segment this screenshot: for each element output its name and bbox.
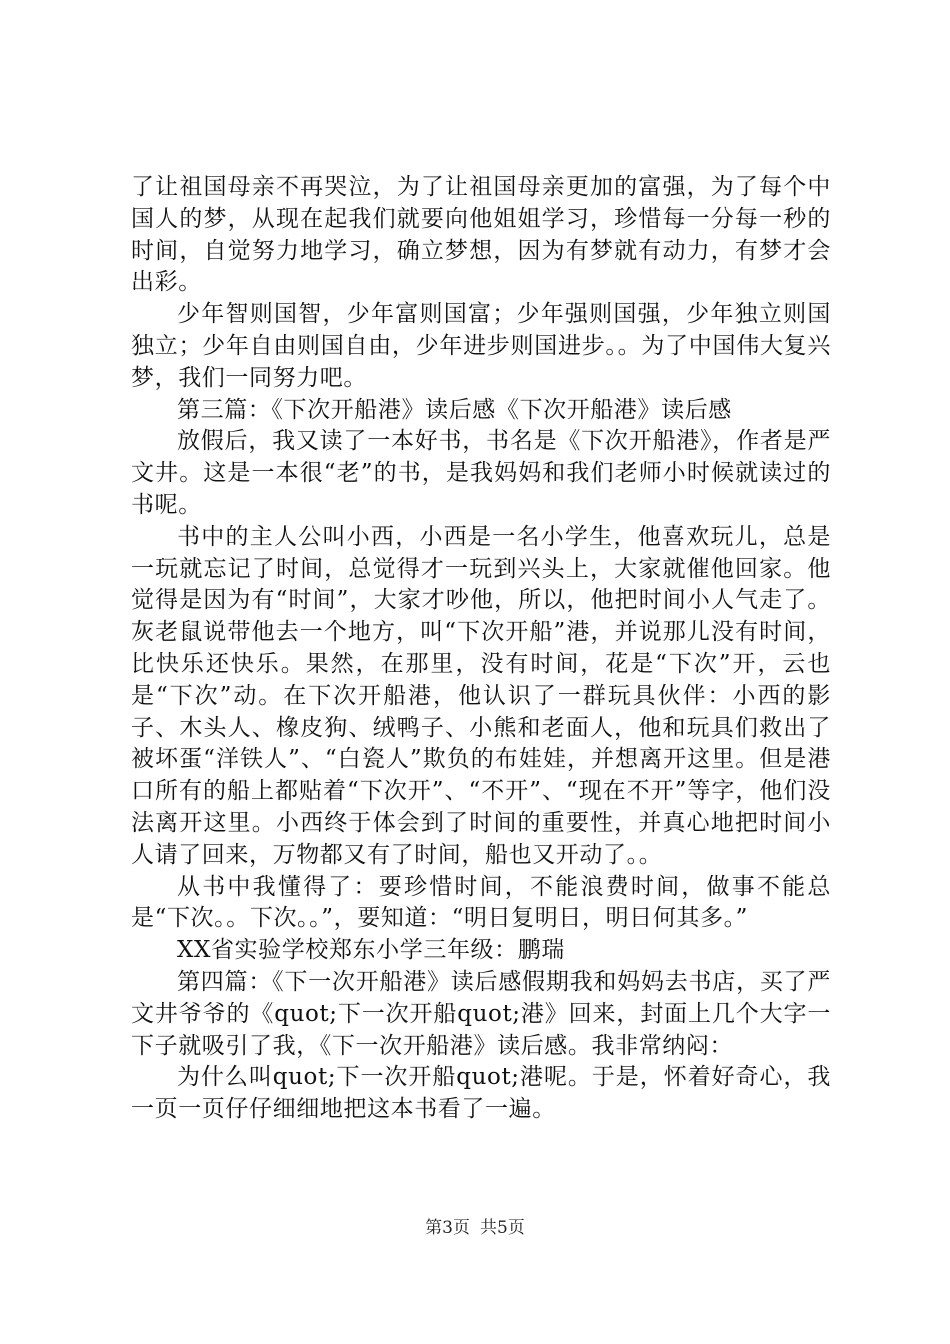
document-body <box>131 172 831 1126</box>
paragraph: 书中的主人公叫小西，小西是一名小学生，他喜欢玩儿，总是一玩就忘记了时间，总觉得才一玩到兴头上，大家就催他回家。他觉得是因为有“时间”，大家才吵他，所以，他把时间小人气走了。灰老鼠说带他去一个地方，叫“下次开船”港，并说那儿没有时间，比快乐还快乐。果然，在那里，没有时间，花是“下次”开，云也是“下次”动。在下次开船港，他认识了一群玩具伙伴：小西的影子、木头人、橡皮狗、绒鸭子、小熊和老面人，他和玩具们救出了被坏蛋“洋铁人”、“白瓷人”欺负的布娃娃，并想离开这里。但是港口所有的船上都贴着“下次开”、“不开”、“现在不开”等字，他们没法离开这里。小西终于体会到了时间的重要性，并真心地把时间小人请了回来，万物都又有了时间，船也又开动了。。 <box>131 523 831 868</box>
paragraph: 为什么叫quot;下一次开船quot;港呢。于是，怀着好奇心，我一页一页仔仔细细地把这本书看了一遍。 <box>131 1064 831 1123</box>
page-total: 共5页 <box>480 1218 525 1238</box>
paragraph: 少年智则国智，少年富则国富；少年强则国强，少年独立则国独立；少年自由则国自由，少年进步则国进步。。为了中国伟大复兴梦，我们一同努力吧。 <box>131 301 831 391</box>
paragraph-continuation: 了让祖国母亲不再哭泣，为了让祖国母亲更加的富强，为了每个中国人的梦，从现在起我们就要向他姐姐学习，珍惜每一分每一秒的时间，自觉努力地学习，确立梦想，因为有梦就有动力，有梦才会出彩。 <box>131 174 831 296</box>
author-line: XX省实验学校郑东小学三年级：鹏瑞 <box>177 937 565 964</box>
section-heading-4: 第四篇：《下一次开船港》读后感假期我和妈妈去书店，买了严文井爷爷的《quot;下一次开船quot;港》回来，封面上几个大字一下子就吸引了我，《下一次开船港》读后感。我非常纳闷： <box>131 968 831 1059</box>
page-number: 第3页 <box>425 1218 470 1238</box>
section-heading-3: 第三篇：《下次开船港》读后感《下次开船港》读后感 <box>177 396 732 423</box>
page-footer <box>0 1217 950 1239</box>
paragraph: 从书中我懂得了：要珍惜时间，不能浪费时间，做事不能总是“下次。。下次。。”，要知道：“明日复明日，明日何其多。” <box>131 873 831 932</box>
paragraph: 放假后，我又读了一本好书，书名是《下次开船港》，作者是严文井。这是一本很“老”的书，是我妈妈和我们老师小时候就读过的书呢。 <box>131 428 831 518</box>
